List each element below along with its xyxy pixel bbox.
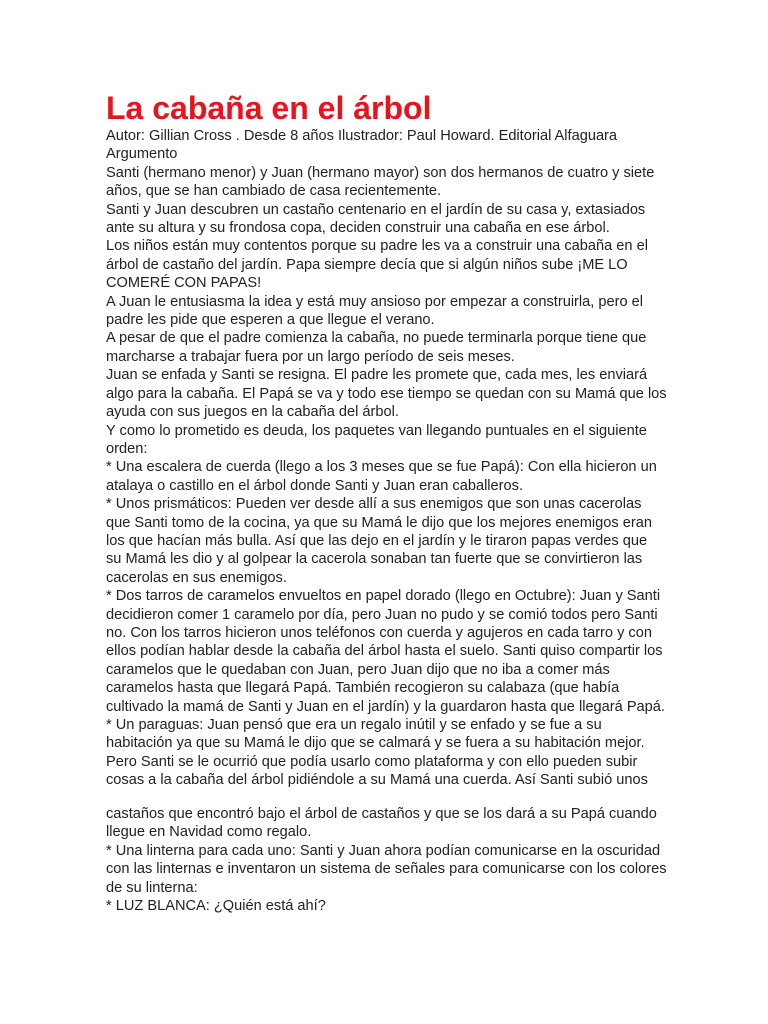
text-line: COMERÉ CON PAPAS! [106, 275, 262, 292]
text-line: * Una escalera de cuerda (llego a los 3 meses que se fue Papá): Con ella hicieron un [106, 459, 657, 476]
text-line: de su linterna: [106, 879, 198, 896]
text-line: Los niños están muy contentos porque su padre les va a construir una cabaña en el [106, 238, 648, 255]
text-line: A Juan le entusiasma la idea y está muy ansioso por empezar a construirla, pero el [106, 293, 644, 310]
text-line: Pero Santi se le ocurrió que podía usarlo como plataforma y con ello pueden subir [106, 753, 638, 770]
text-line: ellos podían hablar desde la cabaña del árbol hasta el suelo. Santi quiso compartir los [106, 643, 663, 660]
text-line: ante su altura y su frondosa copa, deciden construir una cabaña en ese árbol. [106, 220, 610, 237]
text-line: caramelos hasta que llegará Papá. También recogieron su calabaza (que había [106, 680, 620, 697]
text-line: su Mamá les dio y al golpear la cacerola sonaban tan fuerte que se convirtieron las [106, 551, 643, 568]
text-line: Argumento [106, 146, 178, 163]
text-line: cacerolas en sus enemigos. [106, 569, 287, 586]
text-line: atalaya o castillo en el árbol donde Santi y Juan eran caballeros. [106, 477, 523, 494]
text-line: Y como lo prometido es deuda, los paquetes van llegando puntuales en el siguiente [106, 422, 647, 439]
text-line: orden: [106, 440, 148, 457]
text-line: padre les pide que esperen a que llegue el verano. [106, 312, 435, 329]
text-line: marcharse a trabajar fuera por un largo período de seis meses. [106, 348, 515, 365]
text-line: Santi y Juan descubren un castaño centenario en el jardín de su casa y, extasiados [106, 201, 646, 218]
text-line: Santi (hermano menor) y Juan (hermano mayor) son dos hermanos de cuatro y siete [106, 164, 655, 181]
text-line: Autor: Gillian Cross . Desde 8 años Ilustrador: Paul Howard. Editorial Alfaguara [106, 128, 618, 144]
text-line: decidieron comer 1 caramelo por día, pero Juan no pudo y se comió todos pero Santi [106, 606, 658, 623]
text-line: cosas a la cabaña del árbol pidiéndole a su Mamá una cuerda. Así Santi subió unos [106, 772, 648, 789]
text-line: * LUZ BLANCA: ¿Quién está ahí? [106, 898, 326, 915]
text-line: ayuda con sus juegos en la cabaña del árbol. [106, 404, 399, 421]
text-line: * Una linterna para cada uno: Santi y Juan ahora podían comunicarse en la oscuridad [106, 842, 661, 859]
text-line: árbol de castaño del jardín. Papa siempre decía que si algún niños sube ¡ME LO [106, 256, 628, 273]
text-line: * Dos tarros de caramelos envueltos en papel dorado (llego en Octubre): Juan y Santi [106, 588, 661, 605]
text-line: * Un paraguas: Juan pensó que era un regalo inútil y se enfado y se fue a su [106, 717, 602, 733]
text-line: * Unos prismáticos: Pueden ver desde allí a sus enemigos que son unas cacerolas [106, 496, 642, 513]
body-text-block [106, 127, 686, 790]
text-line: con las linternas e inventaron un sistema de señales para comunicarse con los colores [106, 861, 667, 878]
text-line: que Santi tomo de la cocina, ya que su Mamá le dijo que los mejores enemigos eran [106, 514, 652, 531]
body-text-block-continued [106, 805, 686, 915]
text-line: llegue en Navidad como regalo. [106, 824, 312, 841]
document-title: La cabaña en el árbol [106, 90, 432, 126]
text-line: castaños que encontró bajo el árbol de castaños y que se los dará a su Papá cuando [106, 806, 657, 822]
text-line: A pesar de que el padre comienza la cabaña, no puede terminarla porque tiene que [106, 330, 647, 347]
text-line: habitación ya que su Mamá le dijo que se calmará y se fuera a su habitación mejor. [106, 735, 645, 752]
text-line: caramelos que le quedaban con Juan, pero Juan dijo que no iba a comer más [106, 661, 610, 678]
text-line: años, que se han cambiado de casa recientemente. [106, 183, 442, 200]
text-line: no. Con los tarros hicieron unos teléfonos con cuerda y agujeros en cada tarro y con [106, 624, 652, 641]
text-line: algo para la cabaña. El Papá se va y todo ese tiempo se quedan con su Mamá que los [106, 385, 667, 402]
text-line: los que hacían más bulla. Así que las dejo en el jardín y le tiraron papas verdes que [106, 532, 648, 549]
text-line: Juan se enfada y Santi se resigna. El padre les promete que, cada mes, les enviará [106, 367, 648, 384]
text-line: cultivado la mamá de Santi y Juan en el jardín) y la guardaron hasta que llegará Papá. [106, 698, 665, 715]
